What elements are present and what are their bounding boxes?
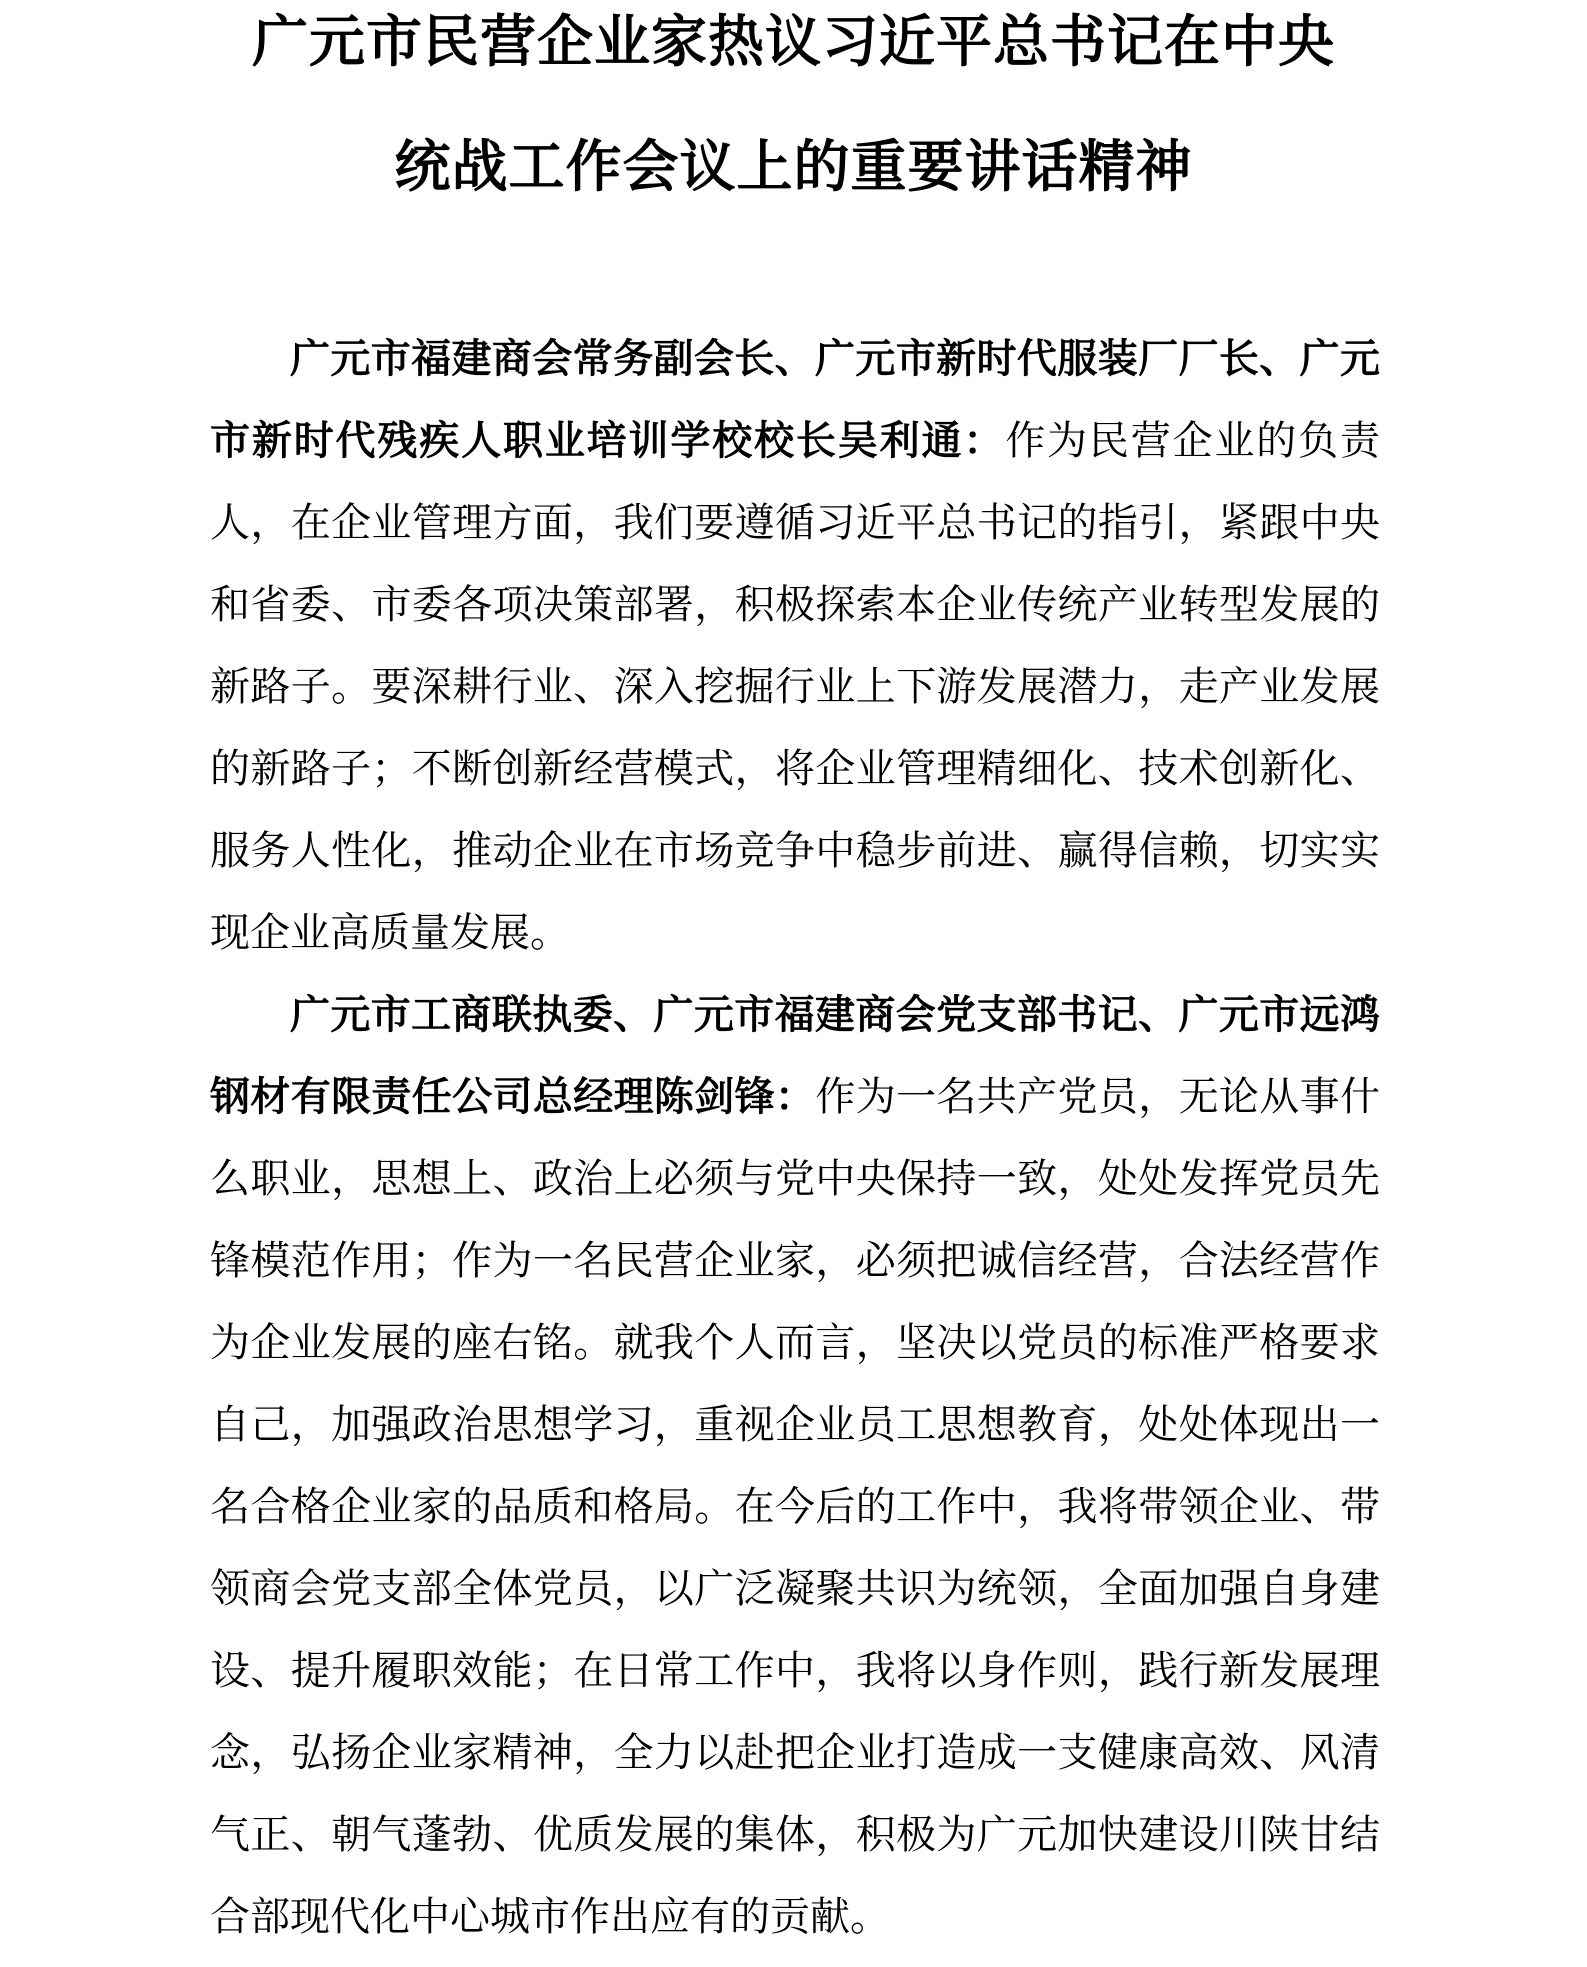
speaker-name: 广元市福建商会常务副会长、广元市新时代服装厂厂长、广元市新时代残疾人职业培训学校校长吴利通： (210, 335, 1380, 464)
document-title-line-2: 统战工作会议上的重要讲话精神 (394, 134, 1193, 200)
document-body (210, 318, 1380, 1958)
document-title-line-1: 广元市民营企业家热议习近平总书记在中央 (252, 9, 1335, 75)
statement-paragraph (210, 318, 1380, 974)
statement-paragraph (210, 974, 1380, 1958)
statement-text: 作为一名共产党员，无论从事什么职业，思想上、政治上必须与党中央保持一致，处处发挥党员先锋模范作用；作为一名民营企业家，必须把诚信经营，合法经营作为企业发展的座右铭。就我个人而言，坚决以党员的标准严格要求自己，加强政治思想学习，重视企业员工思想教育，处处体现出一名合格企业家的品质和格局。在今后的工作中，我将带领企业、带领商会党支部全体党员，以广泛凝聚共识为统领，全面加强自身建设、提升履职效能；在日常工作中，我将以身作则，践行新发展理念，弘扬企业家精神，全力以赴把企业打造成一支健康高效、风清气正、朝气蓬勃、优质发展的集体，积极为广元加快建设川陕甘结合部现代化中心城市作出应有的贡献。 (210, 1074, 1381, 1940)
speaker-name: 广元市工商联执委、广元市福建商会党支部书记、广元市远鸿钢材有限责任公司总经理陈剑锋： (210, 991, 1380, 1120)
statement-text: 作为民营企业的负责人，在企业管理方面，我们要遵循习近平总书记的指引，紧跟中央和省委、市委各项决策部署，积极探索本企业传统产业转型发展的新路子。要深耕行业、深入挖掘行业上下游发展潜力，走产业发展的新路子；不断创新经营模式，将企业管理精细化、技术创新化、服务人性化，推动企业在市场竞争中稳步前进、赢得信赖，切实实现企业高质量发展。 (210, 418, 1381, 956)
